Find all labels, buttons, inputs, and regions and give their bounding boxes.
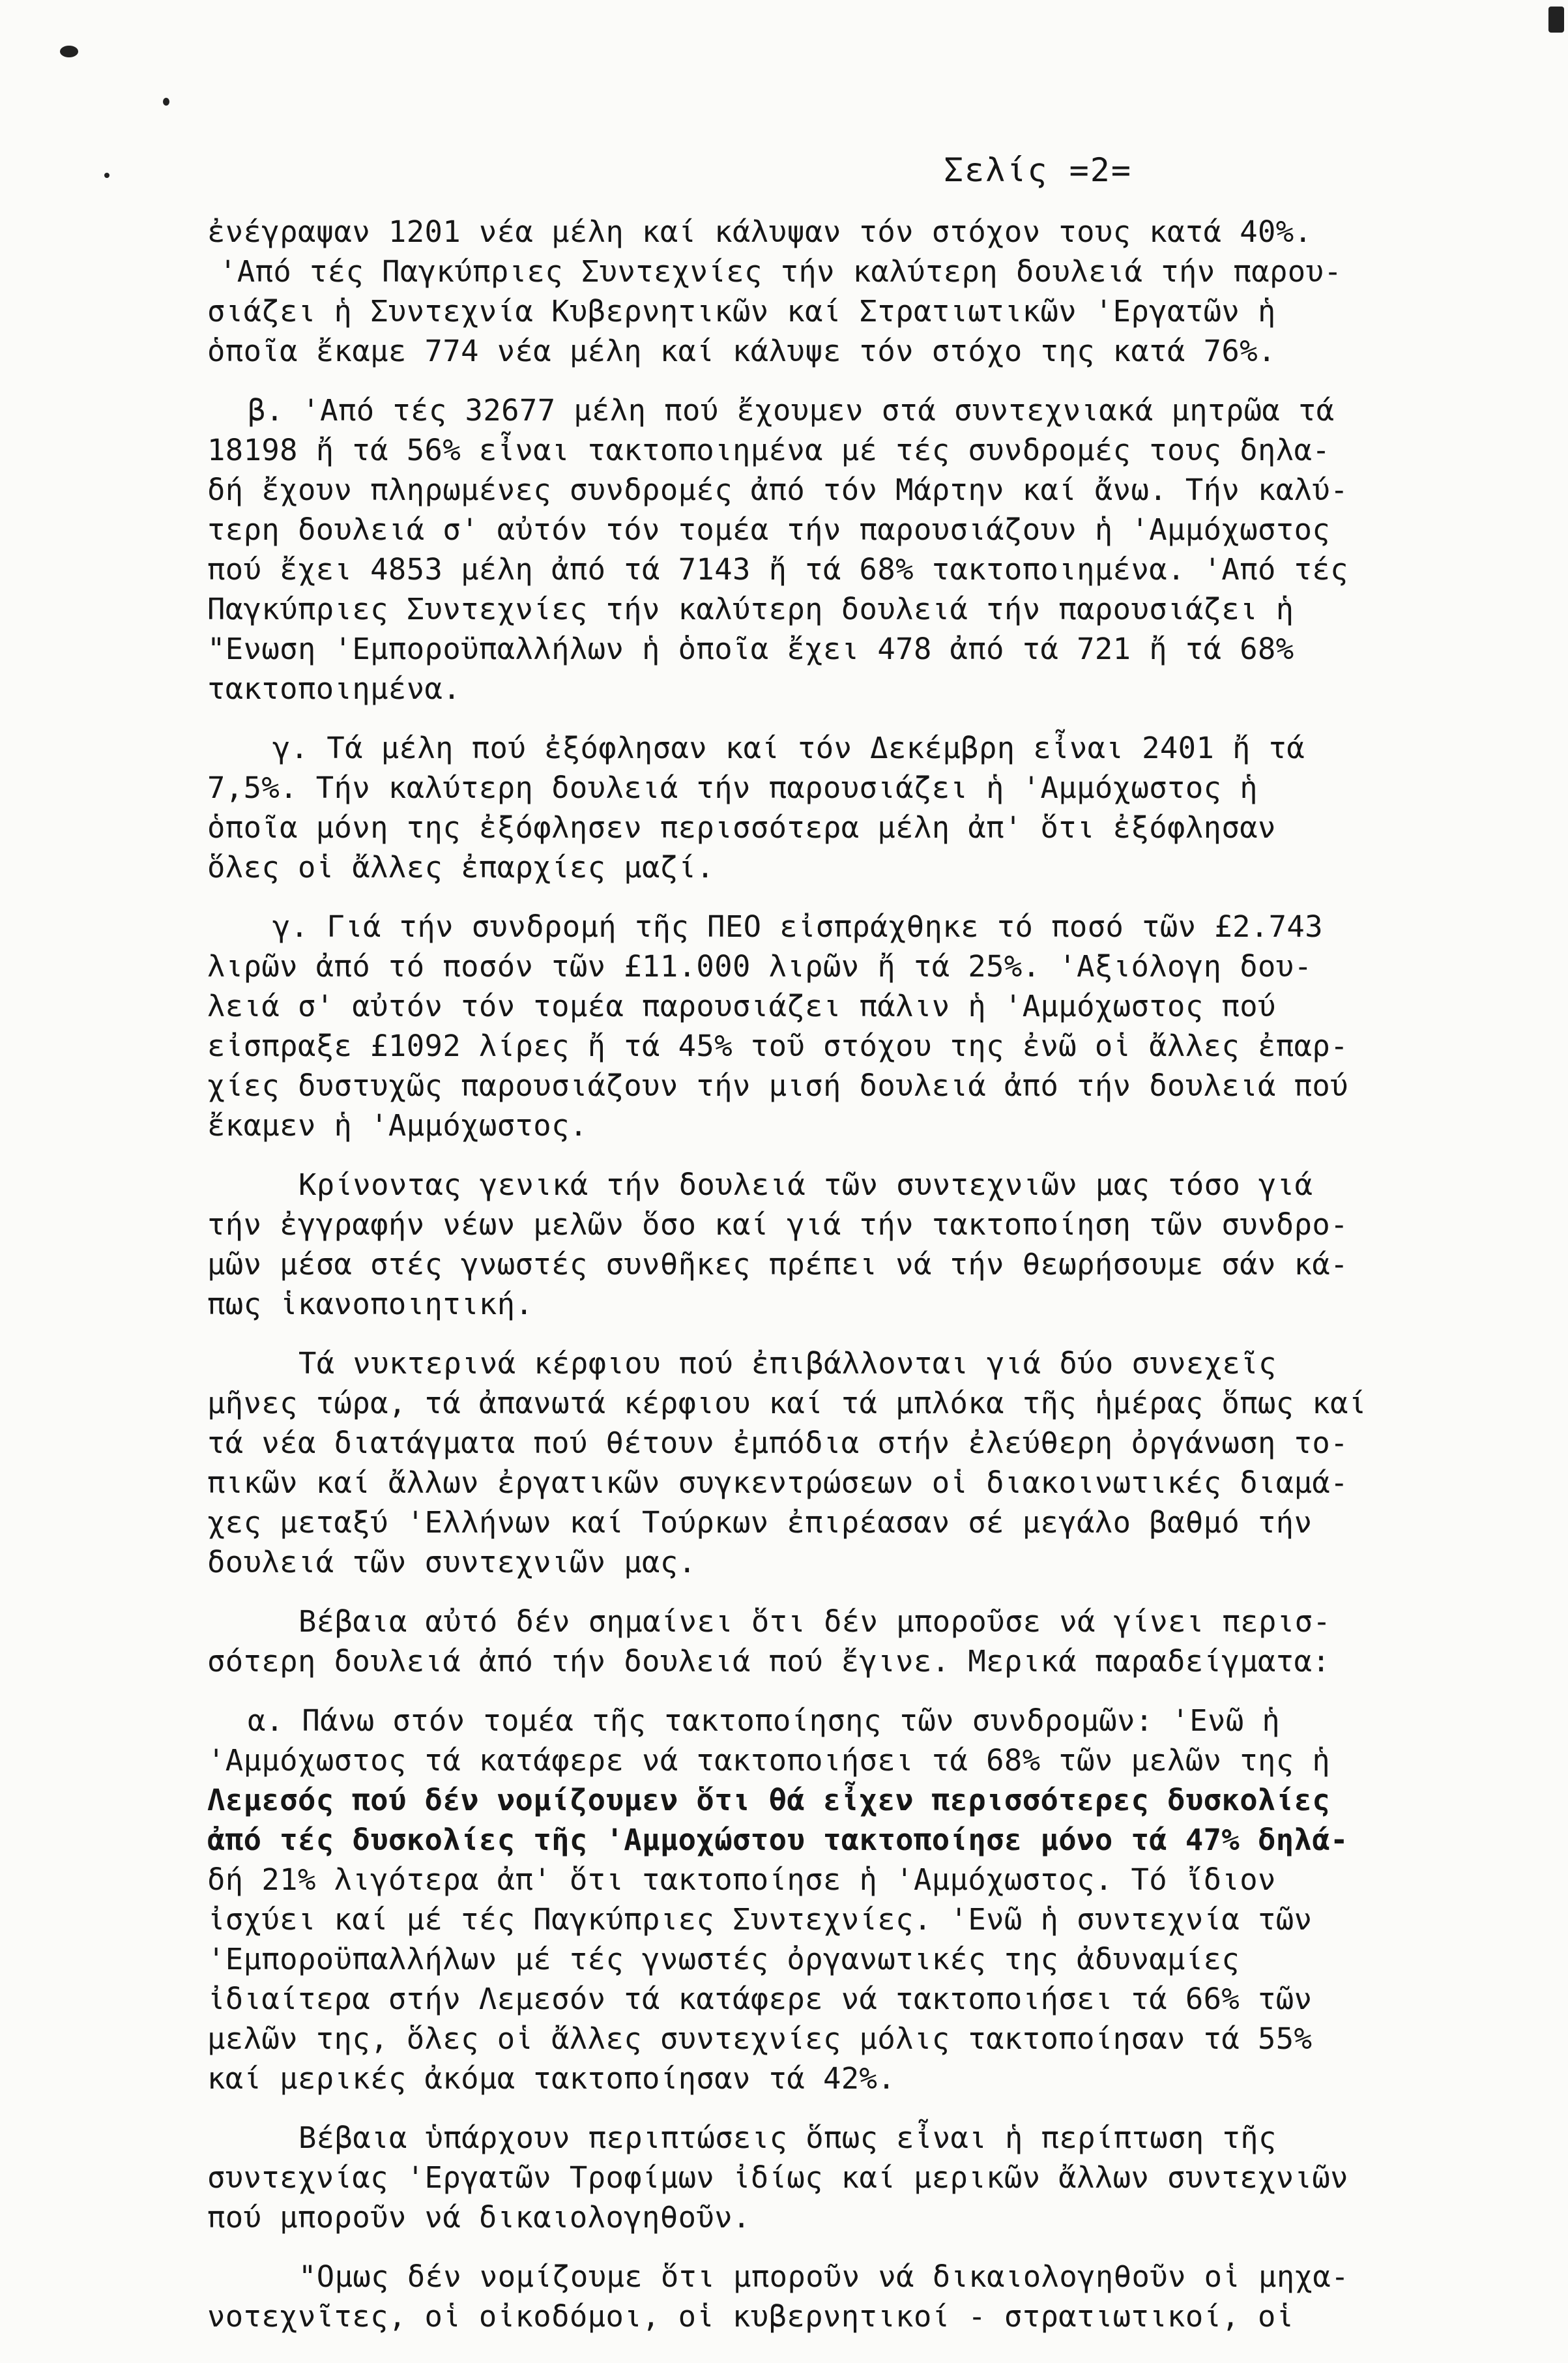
text-line: γ. Τά μέλη πού ἐξόφλησαν καί τόν Δεκέμβρη εἶναι 2401 ἤ τά xyxy=(272,731,1305,765)
page-number: Σελίς =2= xyxy=(944,151,1132,189)
paragraph xyxy=(207,2118,1485,2237)
text-line: λιρῶν ἀπό τό ποσόν τῶν £11.000 λιρῶν ἤ τά 25%. 'Αξιόλογη δου- xyxy=(207,949,1313,984)
text-line: δουλειά τῶν συντεχνιῶν μας. xyxy=(207,1545,697,1579)
text-line-bold: Λεμεσός πού δέν νομίζουμεν ὅτι θά εἶχεν περισσότερες δυσκολίες xyxy=(207,1783,1331,1817)
text-line: ἰδιαίτερα στήν Λεμεσόν τά κατάφερε νά τακτοποιήσει τά 66% τῶν xyxy=(207,1982,1313,2016)
text-line: α. Πάνω στόν τομέα τῆς τακτοποίησης τῶν συνδρομῶν: 'Ενῶ ἡ xyxy=(248,1703,1281,1738)
text-line: σότερη δουλειά ἀπό τήν δουλειά πού ἔγινε. Μερικά παραδείγματα: xyxy=(207,1644,1331,1679)
text-line: β. 'Από τές 32677 μέλη πού ἔχουμεν στά συντεχνιακά μητρῶα τά xyxy=(248,393,1335,428)
paragraph xyxy=(207,2257,1485,2336)
text-line: τήν ἐγγραφήν νέων μελῶν ὅσο καί γιά τήν τακτοποίηση τῶν συνδρο- xyxy=(207,1207,1348,1242)
text-line: χίες δυστυχῶς παρουσιάζουν τήν μισή δουλειά ἀπό τήν δουλειά πού xyxy=(207,1068,1348,1103)
paragraph xyxy=(207,907,1485,1145)
text-line: γ. Γιά τήν συνδρομή τῆς ΠΕΟ εἰσπράχθηκε τό ποσό τῶν £2.743 xyxy=(272,909,1324,944)
text-line: 'Εμποροϋπαλλήλων μέ τές γνωστές ὀργανωτικές της ἀδυναμίες xyxy=(207,1942,1240,1976)
text-line: ὅλες οἱ ἄλλες ἐπαρχίες μαζί. xyxy=(207,850,715,885)
paragraph xyxy=(207,728,1485,887)
paragraph xyxy=(207,212,1485,371)
text-line: Τά νυκτερινά κέρφιου πού ἐπιβάλλονται γιά δύο συνεχεῖς xyxy=(298,1346,1277,1381)
text-line: χες μεταξύ 'Ελλήνων καί Τούρκων ἐπιρέασαν σέ μεγάλο βαθμό τήν xyxy=(207,1505,1313,1540)
paragraph xyxy=(207,1701,1485,2098)
text-line: 7,5%. Τήν καλύτερη δουλειά τήν παρουσιάζει ἡ 'Αμμόχωστος ἡ xyxy=(207,771,1258,805)
text-line: ἔκαμεν ἡ 'Αμμόχωστος. xyxy=(207,1108,588,1143)
text-line: σιάζει ἡ Συντεχνία Κυβερνητικῶν καί Στρατιωτικῶν 'Εργατῶν ἡ xyxy=(207,294,1276,329)
text-line-bold: ἀπό τές δυσκολίες τῆς 'Αμμοχώστου τακτοποίησε μόνο τά 47% δηλά- xyxy=(207,1823,1348,1857)
text-line: εἰσπραξε £1092 λίρες ἤ τά 45% τοῦ στόχου της ἐνῶ οἱ ἄλλες ἐπαρ- xyxy=(207,1029,1348,1063)
paragraph xyxy=(207,1343,1485,1582)
text-line: 18198 ἤ τά 56% εἶναι τακτοποιημένα μέ τές συνδρομές τους δηλα- xyxy=(207,433,1331,467)
text-line: μῶν μέσα στές γνωστές συνθῆκες πρέπει νά τήν θεωρήσουμε σάν κά- xyxy=(207,1247,1348,1282)
text-line: καί μερικές ἀκόμα τακτοποίησαν τά 42%. xyxy=(207,2061,896,2096)
text-line: πως ἱκανοποιητική. xyxy=(207,1287,534,1321)
text-line: 'Αμμόχωστος τά κατάφερε νά τακτοποιήσει τά 68% τῶν μελῶν της ἡ xyxy=(207,1743,1331,1778)
text-line: "Ενωση 'Εμποροϋπαλλήλων ἡ ὁποῖα ἔχει 478 ἀπό τά 721 ἤ τά 68% xyxy=(207,632,1294,666)
text-line: Βέβαια αὐτό δέν σημαίνει ὅτι δέν μποροῦσε νά γίνει περισ- xyxy=(298,1604,1331,1639)
text-line: τά νέα διατάγματα πού θέτουν ἐμπόδια στήν ἐλεύθερη ὀργάνωση το- xyxy=(207,1426,1348,1460)
text-line: λειά σ' αὐτόν τόν τομέα παρουσιάζει πάλιν ἡ 'Αμμόχωστος πού xyxy=(207,989,1276,1023)
document-body xyxy=(207,212,1485,2336)
text-line: πικῶν καί ἄλλων ἐργατικῶν συγκεντρώσεων οἱ διακοινωτικές διαμά- xyxy=(207,1465,1348,1500)
text-line: δή 21% λιγότερα ἀπ' ὅτι τακτοποίησε ἡ 'Αμμόχωστος. Τό ἴδιον xyxy=(207,1862,1276,1897)
text-line: ὁποῖα μόνη της ἐξόφλησεν περισσότερα μέλη ἀπ' ὅτι ἐξόφλησαν xyxy=(207,810,1276,845)
paragraph xyxy=(207,1165,1485,1324)
text-line: Κρίνοντας γενικά τήν δουλειά τῶν συντεχνιῶν μας τόσο γιά xyxy=(298,1167,1313,1202)
scan-speck xyxy=(104,173,109,178)
paragraph xyxy=(207,1602,1485,1681)
scan-speck xyxy=(60,46,78,57)
text-line: τακτοποιημένα. xyxy=(207,671,461,706)
paragraph xyxy=(207,390,1485,709)
text-line: Παγκύπριες Συντεχνίες τήν καλύτερη δουλειά τήν παρουσιάζει ἡ xyxy=(207,592,1294,626)
text-line: δή ἔχουν πληρωμένες συνδρομές ἀπό τόν Μάρτην καί ἄνω. Τήν καλύ- xyxy=(207,473,1348,507)
scan-speck xyxy=(1548,7,1564,33)
text-line: 'Από τές Παγκύπριες Συντεχνίες τήν καλύτερη δουλειά τήν παρου- xyxy=(219,254,1343,289)
text-line: ὁποῖα ἔκαμε 774 νέα μέλη καί κάλυψε τόν στόχο της κατά 76%. xyxy=(207,334,1276,368)
text-line: ἰσχύει καί μέ τές Παγκύπριες Συντεχνίες. 'Ενῶ ἡ συντεχνία τῶν xyxy=(207,1902,1313,1937)
text-line: συντεχνίας 'Εργατῶν Τροφίμων ἰδίως καί μερικῶν ἄλλων συντεχνιῶν xyxy=(207,2160,1348,2195)
text-line: τερη δουλειά σ' αὐτόν τόν τομέα τήν παρουσιάζουν ἡ 'Αμμόχωστος xyxy=(207,512,1331,547)
text-line: Βέβαια ὑπάρχουν περιπτώσεις ὅπως εἶναι ἡ περίπτωση τῆς xyxy=(298,2121,1277,2155)
text-line: μελῶν της, ὅλες οἱ ἄλλες συντεχνίες μόλις τακτοποίησαν τά 55% xyxy=(207,2021,1313,2056)
text-line: πού μποροῦν νά δικαιολογηθοῦν. xyxy=(207,2200,751,2235)
text-line: νοτεχνῖτες, οἱ οἰκοδόμοι, οἱ κυβερνητικοί - στρατιωτικοί, οἱ xyxy=(207,2299,1294,2334)
text-line: πού ἔχει 4853 μέλη ἀπό τά 7143 ἤ τά 68% τακτοποιημένα. 'Από τές xyxy=(207,552,1348,587)
text-line: ἐνέγραψαν 1201 νέα μέλη καί κάλυψαν τόν στόχον τους κατά 40%. xyxy=(207,214,1313,249)
scan-speck xyxy=(163,98,169,106)
text-line: μῆνες τώρα, τά ἀπανωτά κέρφιου καί τά μπλόκα τῆς ἡμέρας ὅπως καί xyxy=(207,1386,1367,1420)
text-line: "Ομως δέν νομίζουμε ὅτι μποροῦν νά δικαιολογηθοῦν οἱ μηχα- xyxy=(298,2259,1350,2294)
